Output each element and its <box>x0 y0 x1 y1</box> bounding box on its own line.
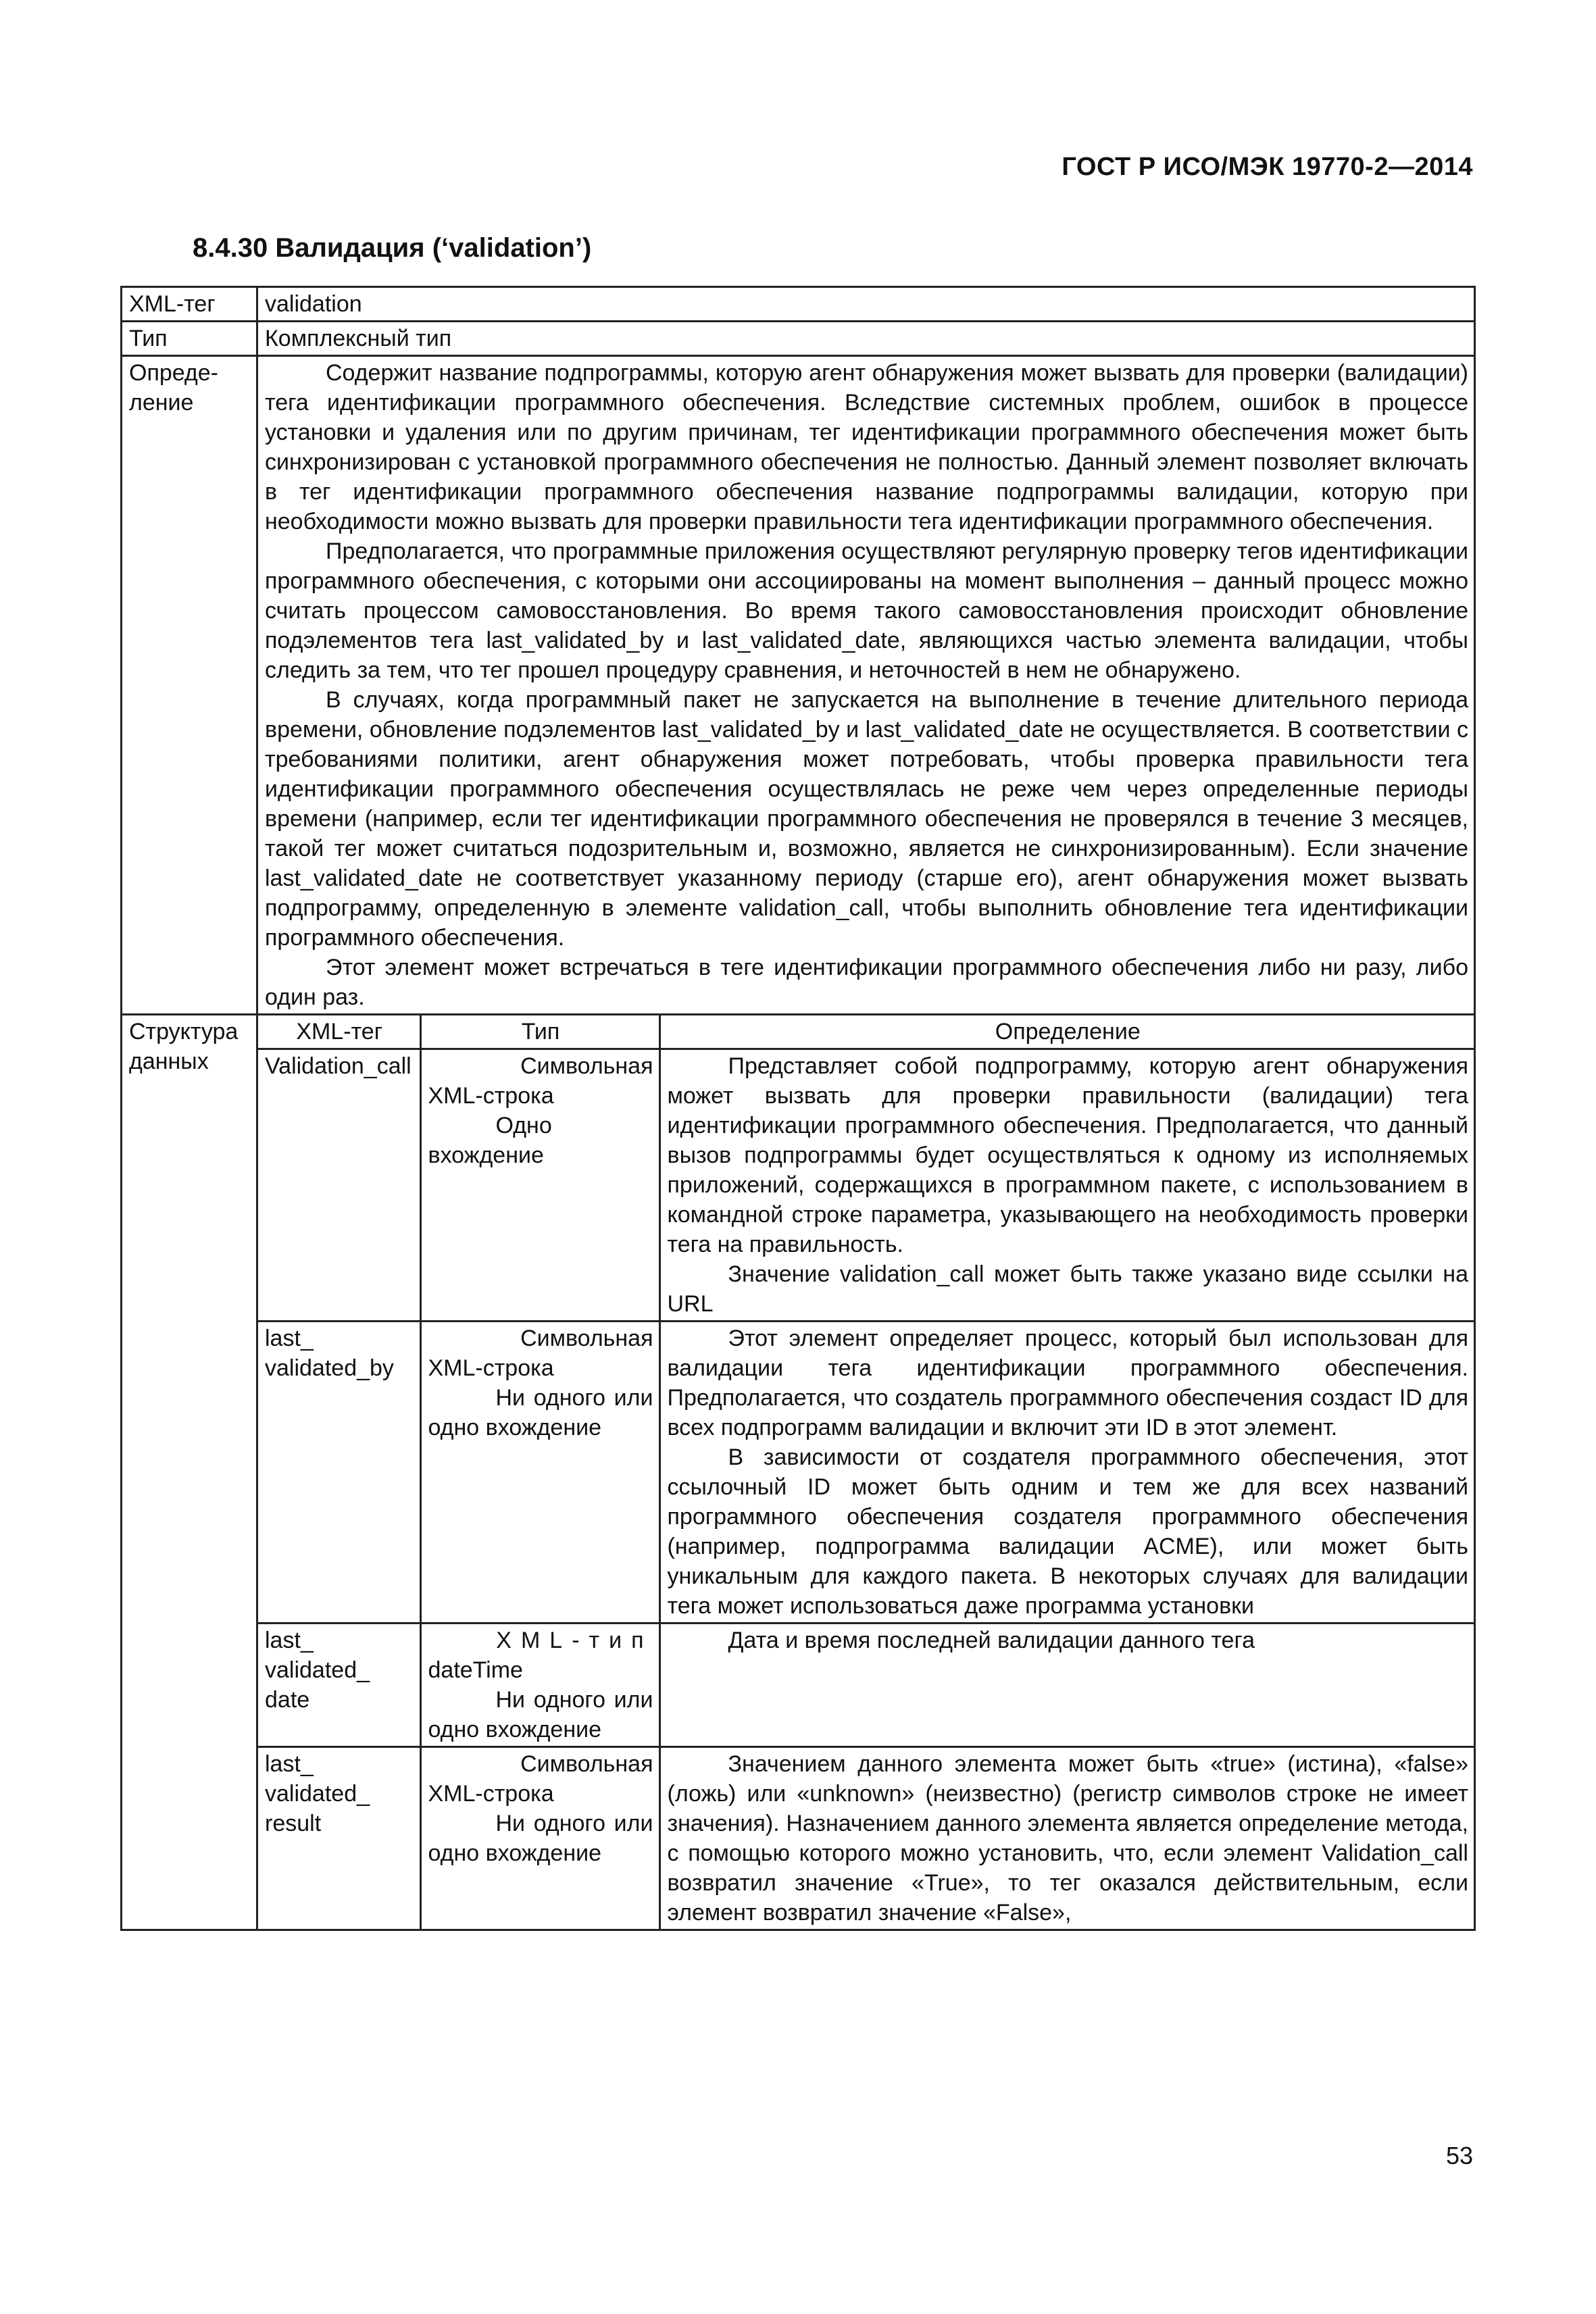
structure-header-row <box>258 1015 1474 1049</box>
structure-tag: Validation_call <box>258 1049 420 1322</box>
structure-definition <box>659 1624 1474 1747</box>
row-label: Тип <box>122 322 257 356</box>
definition-paragraph: Содержит название подпрограммы, которую агент обнаружения может вызвать для проверки (валидации) тега идентификации программного обеспечения. Вследствие системных проблем, ошибок в процессе установки и удаления или по другим причинам, тег идентификации программного обеспечения может быть синхронизирован с установкой программного обеспечения не полностью. Данный элемент позволяет включать в тег идентификации программного обеспечения название подпрограммы валидации, которую при необходимости можно вызвать для проверки правильности тега идентификации программного обеспечения. <box>265 360 1468 534</box>
structure-tag: last_ validated_by <box>258 1322 420 1624</box>
definition-paragraph: Дата и время последней валидации данного тега <box>728 1628 1255 1653</box>
type-main: Символьная <box>520 1053 653 1079</box>
occurrence: Ни одного или одно вхождение <box>428 1811 653 1866</box>
row-label: XML-тег <box>122 287 257 322</box>
type-rest: XML-строка <box>428 1083 554 1109</box>
row-xml-tag <box>122 287 1475 322</box>
definition-paragraph: Этот элемент определяет процесс, который был использован для валидации тега идентификации программного обеспечения. Предполагается, что создатель программного обеспечения создаст ID для всех подпрограмм валидации и включит эти ID в этот элемент. <box>667 1326 1468 1440</box>
type-rest: XML-строка <box>428 1781 554 1807</box>
structure-definition <box>659 1747 1474 1930</box>
column-header-type: Тип <box>420 1015 659 1049</box>
definition-paragraph: Значением данного элемента может быть «true» (истина), «false» (ложь) или «unknown» (неизвестно) (регистр символов строке не имеет значения). Назначением данного элемента является определение метода, с помощью которого можно установить, что, если элемент Validation_call возвратил значение «True», то тег оказался действительным, если элемент возвратил значение «False», <box>667 1751 1468 1926</box>
type-rest: dateTime <box>428 1657 523 1683</box>
structure-type <box>420 1747 659 1930</box>
definition-label: Опреде-ление <box>129 360 218 416</box>
row-label: Структура данных <box>122 1015 257 1930</box>
definition-text <box>257 356 1475 1015</box>
column-header-definition: Определение <box>659 1015 1474 1049</box>
occurrence: Одно вхождение <box>428 1113 552 1168</box>
definition-paragraph: Этот элемент может встречаться в теге идентификации программного обеспечения либо ни разу, либо один раз. <box>265 955 1468 1010</box>
definition-paragraph: Представляет собой подпрограмму, которую агент обнаружения может вызвать для проверки правильности (валидации) тега идентификации программного обеспечения. Предполагается, что данный вызов подпрограммы будет осуществляться к одному из исполняемых приложений, содержащихся в программном пакете, с использованием в командной строке параметра, указывающего на необходимость проверки тега на правильность. <box>667 1053 1468 1257</box>
row-value: Комплексный тип <box>257 322 1475 356</box>
structure-row <box>258 1322 1474 1624</box>
structure-type <box>420 1049 659 1322</box>
structure-tag: last_ validated_ date <box>258 1624 420 1747</box>
standard-header: ГОСТ Р ИСО/МЭК 19770-2—2014 <box>1062 153 1473 181</box>
definition-paragraph: Значение validation_call может быть также указано виде ссылки на URL <box>667 1261 1468 1317</box>
structure-type <box>420 1624 659 1747</box>
type-main: XML-тип <box>496 1628 653 1653</box>
column-header-tag: XML-тег <box>258 1015 420 1049</box>
spec-table <box>120 286 1476 1931</box>
type-main: Символьная <box>520 1326 653 1351</box>
row-structure <box>122 1015 1475 1930</box>
row-label <box>122 356 257 1015</box>
structure-cell <box>257 1015 1475 1930</box>
structure-definition <box>659 1049 1474 1322</box>
structure-row <box>258 1049 1474 1322</box>
definition-paragraph: В случаях, когда программный пакет не запускается на выполнение в течение длительного периода времени, обновление подэлементов last_validated_by и last_validated_date не осуществляется. В соответствии с требованиями политики, агент обнаружения может потребовать, чтобы проверка правильности тега идентификации программного обеспечения осуществлялась не реже чем через определенные периоды времени (например, если тег идентификации программного обеспечения не проверялся в течение 3 месяцев, такой тег может считаться подозрительным и, возможно, является не синхронизированным). Если значение last_validated_date не соответствует указанному периоду (старше его), агент обнаружения может вызвать подпрограмму, определенную в элементе validation_call, чтобы выполнить обновление тега идентификации программного обеспечения. <box>265 687 1468 951</box>
structure-type <box>420 1322 659 1624</box>
definition-paragraph: В зависимости от создателя программного обеспечения, этот ссылочный ID может быть одним и тем же для всех названий программного обеспечения создателя программного обеспечения (например, подпрограмма валидации ACME), или может быть уникальным для каждого пакета. В некоторых случаях для валидации тега может использоваться даже программа установки <box>667 1444 1468 1619</box>
row-value: validation <box>257 287 1475 322</box>
row-type <box>122 322 1475 356</box>
structure-tag: last_ validated_ result <box>258 1747 420 1930</box>
structure-row <box>258 1624 1474 1747</box>
structure-row <box>258 1747 1474 1930</box>
structure-definition <box>659 1322 1474 1624</box>
section-title: 8.4.30 Валидация (‘validation’) <box>193 233 592 263</box>
definition-paragraph: Предполагается, что программные приложения осуществляют регулярную проверку тегов идентификации программного обеспечения, с которыми они ассоциированы на момент выполнения – данный процесс можно считать процессом самовосстановления. Во время такого самовосстановления происходит обновление подэлементов тега last_validated_by и last_validated_date, являющихся частью элемента валидации, чтобы следить за тем, что тег прошел процедуру сравнения, и неточностей в нем не обнаружено. <box>265 538 1468 683</box>
type-main: Символьная <box>520 1751 653 1777</box>
row-definition <box>122 356 1475 1015</box>
occurrence: Ни одного или одно вхождение <box>428 1385 653 1440</box>
occurrence: Ни одного или одно вхождение <box>428 1687 653 1742</box>
type-rest: XML-строка <box>428 1355 554 1381</box>
structure-table <box>258 1015 1474 1929</box>
page-number: 53 <box>1445 2142 1473 2169</box>
